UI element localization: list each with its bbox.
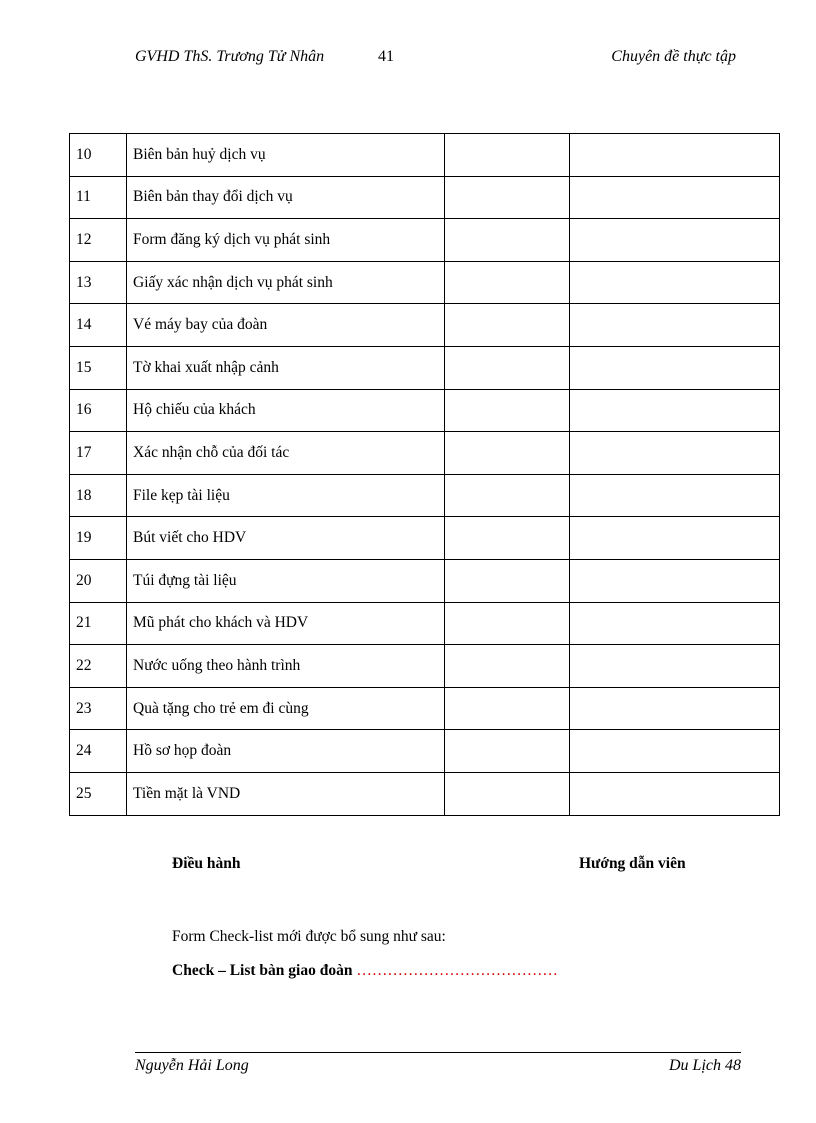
row-blank-cell xyxy=(570,219,780,262)
row-number-cell: 16 xyxy=(70,389,127,432)
table-row xyxy=(70,687,780,730)
signature-guide-label: Hướng dẫn viên xyxy=(579,855,686,872)
row-item-cell: Vé máy bay của đoàn xyxy=(127,304,445,347)
row-item-cell: Tiền mặt là VND xyxy=(127,772,445,815)
row-item-cell: Hộ chiếu của khách xyxy=(127,389,445,432)
row-item-cell: Túi đựng tài liệu xyxy=(127,559,445,602)
row-blank-cell xyxy=(445,346,570,389)
row-blank-cell xyxy=(570,389,780,432)
row-blank-cell xyxy=(445,645,570,688)
header-page-number: 41 xyxy=(378,48,394,65)
footer-author: Nguyễn Hải Long xyxy=(135,1057,249,1074)
row-blank-cell xyxy=(570,134,780,177)
table-row xyxy=(70,645,780,688)
row-blank-cell xyxy=(570,474,780,517)
row-blank-cell xyxy=(570,645,780,688)
row-number-cell: 18 xyxy=(70,474,127,517)
row-blank-cell xyxy=(445,517,570,560)
table-row xyxy=(70,772,780,815)
footer-class: Du Lịch 48 xyxy=(669,1057,741,1074)
row-blank-cell xyxy=(445,389,570,432)
row-item-cell: Nước uống theo hành trình xyxy=(127,645,445,688)
checklist-heading-line xyxy=(172,962,558,980)
table-row xyxy=(70,346,780,389)
row-blank-cell xyxy=(445,261,570,304)
table-row xyxy=(70,432,780,475)
table-row xyxy=(70,219,780,262)
row-item-cell: Hồ sơ họp đoàn xyxy=(127,730,445,773)
row-number-cell: 15 xyxy=(70,346,127,389)
row-number-cell: 22 xyxy=(70,645,127,688)
row-number-cell: 24 xyxy=(70,730,127,773)
row-item-cell: Biên bản thay đổi dịch vụ xyxy=(127,176,445,219)
row-item-cell: File kẹp tài liệu xyxy=(127,474,445,517)
row-blank-cell xyxy=(445,602,570,645)
row-blank-cell xyxy=(445,134,570,177)
table-row xyxy=(70,304,780,347)
intro-paragraph: Form Check-list mới được bổ sung như sau: xyxy=(172,928,446,945)
row-item-cell: Xác nhận chỗ của đối tác xyxy=(127,432,445,475)
row-number-cell: 12 xyxy=(70,219,127,262)
checklist-heading-dots: ………………………………… xyxy=(356,962,558,979)
row-blank-cell xyxy=(445,687,570,730)
row-number-cell: 20 xyxy=(70,559,127,602)
row-blank-cell xyxy=(570,687,780,730)
row-number-cell: 11 xyxy=(70,176,127,219)
row-blank-cell xyxy=(570,730,780,773)
row-blank-cell xyxy=(570,176,780,219)
row-blank-cell xyxy=(570,261,780,304)
row-blank-cell xyxy=(445,176,570,219)
row-number-cell: 17 xyxy=(70,432,127,475)
row-blank-cell xyxy=(570,517,780,560)
row-blank-cell xyxy=(445,772,570,815)
row-blank-cell xyxy=(570,432,780,475)
row-blank-cell xyxy=(570,602,780,645)
row-item-cell: Tờ khai xuất nhập cảnh xyxy=(127,346,445,389)
row-number-cell: 10 xyxy=(70,134,127,177)
row-item-cell: Mũ phát cho khách và HDV xyxy=(127,602,445,645)
row-blank-cell xyxy=(570,346,780,389)
row-blank-cell xyxy=(445,304,570,347)
row-number-cell: 23 xyxy=(70,687,127,730)
table-row xyxy=(70,134,780,177)
signature-operator-label: Điều hành xyxy=(172,855,241,872)
table-row xyxy=(70,474,780,517)
row-blank-cell xyxy=(570,559,780,602)
table-row xyxy=(70,261,780,304)
row-number-cell: 14 xyxy=(70,304,127,347)
checklist-table-body xyxy=(70,134,780,816)
row-item-cell: Biên bản huỷ dịch vụ xyxy=(127,134,445,177)
row-blank-cell xyxy=(445,474,570,517)
row-blank-cell xyxy=(445,219,570,262)
row-number-cell: 21 xyxy=(70,602,127,645)
header-document-title: Chuyên đề thực tập xyxy=(611,48,736,65)
footer-divider xyxy=(135,1052,741,1053)
table-row xyxy=(70,730,780,773)
row-item-cell: Bút viết cho HDV xyxy=(127,517,445,560)
row-item-cell: Quà tặng cho trẻ em đi cùng xyxy=(127,687,445,730)
row-number-cell: 25 xyxy=(70,772,127,815)
row-blank-cell xyxy=(570,772,780,815)
table-row xyxy=(70,389,780,432)
table-row xyxy=(70,517,780,560)
row-item-cell: Form đăng ký dịch vụ phát sinh xyxy=(127,219,445,262)
row-blank-cell xyxy=(445,730,570,773)
row-blank-cell xyxy=(445,559,570,602)
row-number-cell: 13 xyxy=(70,261,127,304)
row-blank-cell xyxy=(445,432,570,475)
checklist-table xyxy=(69,133,780,816)
row-blank-cell xyxy=(570,304,780,347)
table-row xyxy=(70,602,780,645)
checklist-heading: Check – List bàn giao đoàn xyxy=(172,962,353,979)
row-item-cell: Giấy xác nhận dịch vụ phát sinh xyxy=(127,261,445,304)
header-supervisor: GVHD ThS. Trương Tử Nhân xyxy=(135,48,325,65)
table-row xyxy=(70,559,780,602)
table-row xyxy=(70,176,780,219)
row-number-cell: 19 xyxy=(70,517,127,560)
